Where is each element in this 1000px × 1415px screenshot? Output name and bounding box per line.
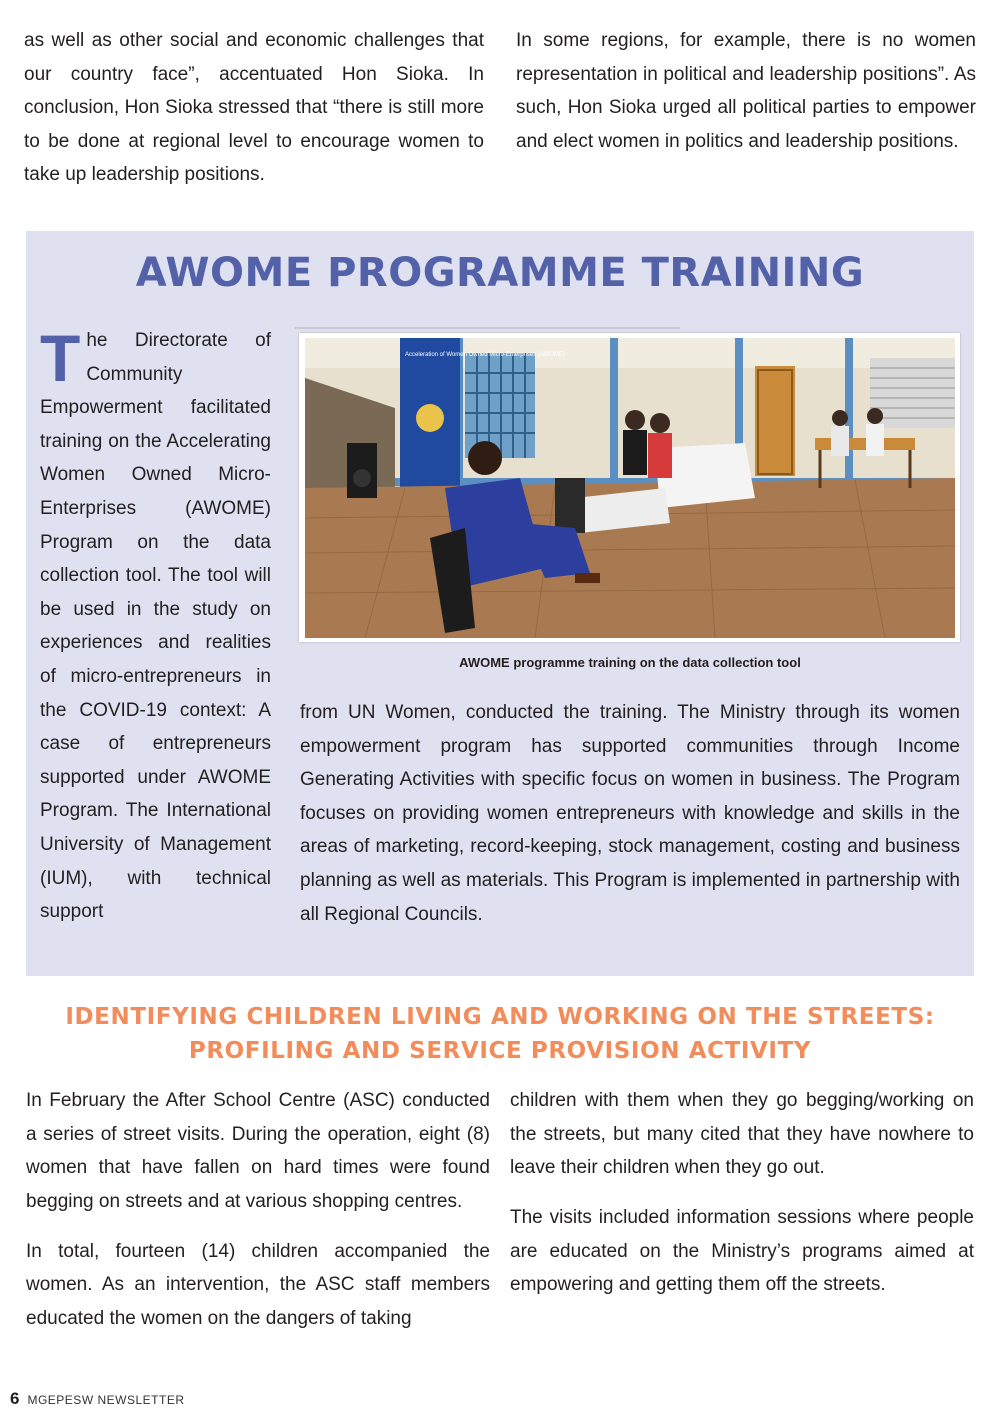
intro-left-paragraph: as well as other social and economic challenges that our country face”, accentuated Hon Sioka. In conclusion, Hon Sioka stressed that “there is still more to be done at regional level to encourage women to take up leadership positions. (24, 30, 484, 186)
streets-left-paragraph-2: In total, fourteen (14) children accompanied the women. As an intervention, the ASC staff members educated the women on the dangers of taking (26, 1240, 490, 1330)
awome-left-column (40, 321, 271, 929)
streets-left-column (26, 1084, 490, 1336)
streets-right-paragraph-1: children with them when they go begging/working on the streets, but many cited that they have nowhere to leave their children when they go out. (510, 1090, 974, 1179)
streets-section-title (0, 1000, 1000, 1068)
photo-top-rule (295, 327, 680, 329)
awome-right-column (300, 696, 960, 931)
awome-left-text: he Directorate of Community Empowerment facilitated training on the Accelerating Women Owned Micro-Enterprises (AWOME) Program on the data collection tool. The tool will be used in the study on experiences and realities of micro-entrepreneurs in the COVID-19 context: A case of entrepreneurs supported under AWOME Program. The International University of Management (IUM), with technical support (40, 330, 271, 923)
newsletter-name: MGEPESW NEWSLETTER (27, 1393, 185, 1407)
awome-left-paragraph (40, 321, 271, 929)
drop-cap: T (40, 321, 81, 395)
intro-right-column (516, 24, 976, 158)
photo-caption: AWOME programme training on the data collection tool (459, 655, 801, 670)
intro-right-paragraph: In some regions, for example, there is no women representation in political and leadership positions”. As such, Hon Sioka urged all political parties to empower and elect women in politics and leadership positions. (516, 30, 976, 152)
streets-right-column (510, 1084, 974, 1302)
training-photo (305, 338, 955, 638)
streets-title-line-1: IDENTIFYING CHILDREN LIVING AND WORKING ON THE STREETS: (65, 1004, 935, 1030)
streets-left-paragraph-1: In February the After School Centre (ASC) conducted a series of street visits. During the operation, eight (8) women that have fallen on hard times were found begging on streets and at various shopping centres. (26, 1090, 490, 1212)
intro-left-column (24, 24, 484, 192)
page-number: 6 (10, 1389, 20, 1408)
banner-text: Acceleration of Women Owned Micro-Enterprises (AWOME) (405, 352, 566, 358)
page-footer (10, 1389, 184, 1409)
streets-right-paragraph-2: The visits included information sessions where people are educated on the Ministry’s programs aimed at empowering and getting them off the streets. (510, 1207, 974, 1296)
training-photo-illustration (305, 338, 955, 638)
awome-right-paragraph: from UN Women, conducted the training. The Ministry through its women empowerment program has supported communities through Income Generating Activities with specific focus on women in business. The Program focuses on providing women entrepreneurs with knowledge and skills in the areas of marketing, record-keeping, stock management, costing and business planning as well as materials. This Program is implemented in partnership with all Regional Councils. (300, 702, 960, 925)
awome-section-title: AWOME PROGRAMME TRAINING (135, 250, 865, 296)
streets-title-line-2: PROFILING AND SERVICE PROVISION ACTIVITY (188, 1038, 812, 1064)
